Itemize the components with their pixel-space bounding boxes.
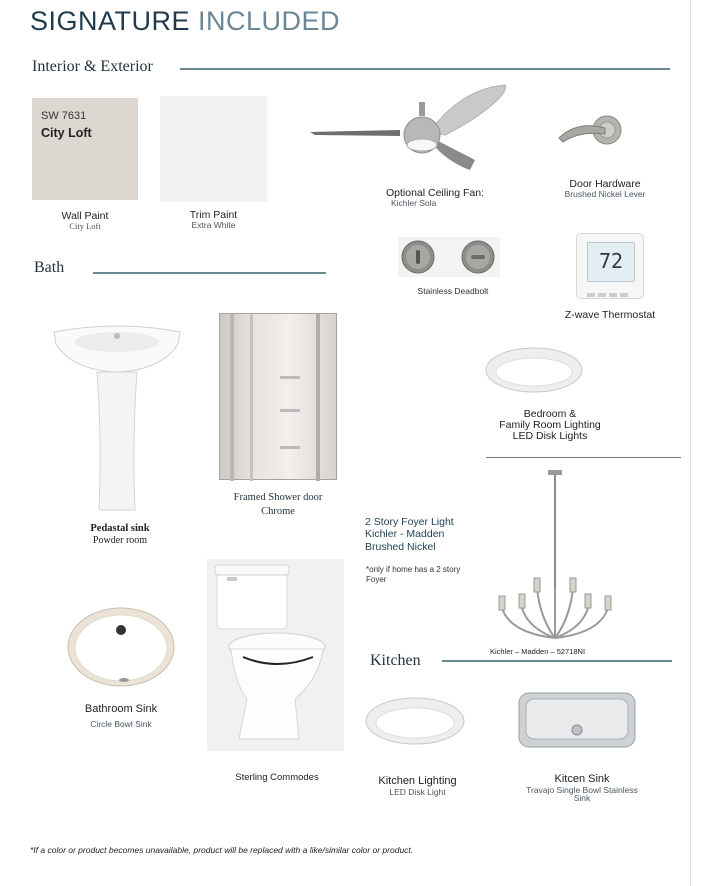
- chandelier-image: [490, 468, 620, 648]
- footnote: *If a color or product becomes unavailable, product will be replaced with a like/similar color or product.: [30, 845, 414, 855]
- pedestal-sink-label: [60, 523, 180, 547]
- kitchen-disk-light-image: [364, 696, 466, 746]
- section-kitchen-rule: [442, 660, 672, 662]
- ceiling-fan-image: [305, 80, 515, 175]
- section-kitchen-heading: Kitchen: [370, 652, 421, 669]
- kitchen-sink-label: [512, 773, 652, 803]
- wall-paint-swatch: [32, 98, 138, 200]
- kitchen-lighting-label: [360, 775, 475, 797]
- kitchen-sink-image: [518, 692, 636, 748]
- swatch-code: SW 7631: [41, 110, 87, 122]
- thermostat-screen: [587, 242, 635, 282]
- foyer-note-line1: *only if home has a 2 story: [366, 565, 461, 574]
- title-part1: SIGNATURE: [30, 6, 191, 36]
- shower-door-line2: Chrome: [261, 506, 295, 518]
- thermostat-buttons: [587, 284, 633, 290]
- section-interior-rule: [180, 68, 670, 70]
- trim-paint-swatch: [160, 96, 267, 202]
- commode-image: [207, 559, 344, 751]
- kitchen-lighting-sub: LED Disk Light: [389, 786, 446, 797]
- bedroom-lighting-line3: LED Disk Lights: [512, 430, 588, 443]
- bedroom-lighting-line2: Family Room Lighting: [499, 419, 601, 432]
- pedestal-sink-sub: Powder room: [92, 535, 148, 547]
- thermostat-image: [576, 233, 644, 299]
- wall-paint-label: [32, 210, 138, 232]
- foyer-light-label: [365, 516, 485, 553]
- bathroom-sink-image: [66, 606, 176, 688]
- kitchen-sink-sub2: Sink: [573, 793, 591, 804]
- bathroom-sink-sub: Circle Bowl Sink: [90, 718, 152, 729]
- thermostat-temp: 72: [598, 249, 624, 273]
- wall-paint-sub: City Loft: [69, 221, 101, 232]
- wall-paint-title: Wall Paint: [61, 210, 109, 222]
- ceiling-fan-sub: Kichler Sola: [391, 198, 437, 209]
- title-part2: INCLUDED: [198, 6, 341, 36]
- right-edge-line: [690, 0, 691, 886]
- section-bath-heading: Bath: [34, 259, 65, 276]
- trim-paint-label: [160, 209, 267, 231]
- door-lever-image: [555, 112, 627, 148]
- shower-door-image: [219, 313, 337, 480]
- door-hardware-sub: Brushed Nickel Lever: [564, 189, 646, 200]
- pedestal-sink-image: [52, 322, 182, 516]
- shower-door-line1: Framed Shower door: [233, 492, 323, 503]
- section-interior-heading: Interior & Exterior: [32, 58, 153, 75]
- ceiling-fan-label: [370, 187, 500, 209]
- bedroom-lighting-line1: Bedroom &: [523, 408, 577, 420]
- page-title: [30, 6, 340, 37]
- shower-door-label: [212, 491, 344, 519]
- trim-paint-sub: Extra White: [191, 220, 236, 231]
- door-hardware-title: Door Hardware: [569, 178, 641, 190]
- disk-light-image: [484, 345, 584, 395]
- kitchen-lighting-title: Kitchen Lighting: [378, 775, 457, 787]
- kitchen-sink-sub1: Travajo Single Bowl Stainless: [526, 784, 638, 795]
- foyer-light-line1: 2 Story Foyer Light: [365, 516, 454, 528]
- thermostat-label: Z-wave Thermostat: [564, 309, 656, 321]
- ceiling-fan-title: Optional Ceiling Fan:: [385, 187, 485, 199]
- trim-paint-title: Trim Paint: [189, 209, 238, 221]
- bathroom-sink-label: [60, 703, 182, 729]
- deadbolt-label: Stainless Deadbolt: [417, 286, 489, 296]
- kitchen-sink-title: Kitcen Sink: [554, 773, 610, 785]
- door-hardware-label: [540, 178, 670, 200]
- foyer-light-line3: Brushed Nickel: [365, 540, 436, 553]
- foyer-light-line2: Kichler - Madden: [365, 528, 445, 541]
- bedroom-lighting-label: [470, 409, 630, 442]
- deadbolt-image: [398, 237, 500, 277]
- divider-line: [486, 457, 681, 458]
- foyer-note-line2: Foyer: [366, 575, 387, 584]
- commodes-label: Sterling Commodes: [235, 772, 319, 783]
- pedestal-sink-title: Pedastal sink: [90, 523, 150, 534]
- foyer-light-note: [366, 565, 496, 585]
- section-bath-rule: [93, 272, 326, 274]
- chandelier-caption: Kichler – Madden – 52718NI: [490, 647, 586, 656]
- bathroom-sink-title: Bathroom Sink: [84, 703, 158, 715]
- swatch-name: City Loft: [41, 126, 92, 140]
